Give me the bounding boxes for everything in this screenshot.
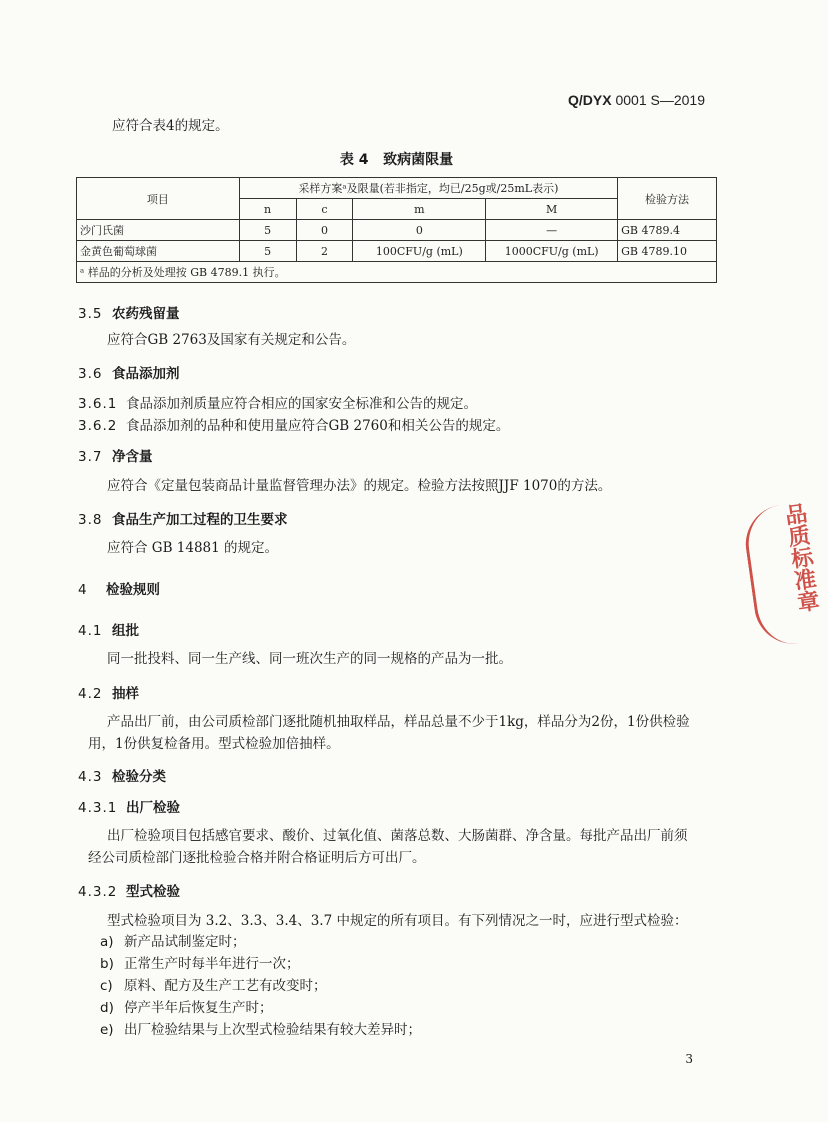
header-m-lower: m — [353, 199, 486, 220]
header-plan: 采样方案ᵃ及限量(若非指定，均已/25g或/25mL表示) — [239, 178, 617, 199]
section-4-2-heading: 4.2 抽样 — [78, 686, 139, 702]
section-3-7-heading: 3.7 净含量 — [78, 449, 153, 465]
table-title: 表 4 致病菌限量 — [339, 152, 454, 168]
table-row: 沙门氏菌 5 0 0 — GB 4789.4 — [77, 220, 717, 241]
header-method: 检验方法 — [618, 178, 717, 220]
section-3-5-heading: 3.5 农药残留量 — [78, 306, 180, 322]
section-4-2-text-line2: 用，1份供复检备用。型式检验加倍抽样。 — [88, 736, 340, 752]
clause-3-6-2: 3.6.2 食品添加剂的品种和使用量应符合GB 2760和相关公告的规定。 — [78, 418, 510, 434]
section-4-3-2-intro: 型式检验项目为 3.2、3.3、3.4、3.7 中规定的所有项目。有下列情况之一时，应进行型式检验： — [107, 913, 688, 929]
section-4-1-text: 同一批投料、同一生产线、同一班次生产的同一规格的产品为一批。 — [107, 651, 512, 667]
header-m-upper: M — [486, 199, 618, 220]
list-item: b) 正常生产时每半年进行一次； — [100, 956, 300, 972]
clause-3-6-1: 3.6.1 食品添加剂质量应符合相应的国家安全标准和公告的规定。 — [78, 396, 477, 412]
list-item: e) 出厂检验结果与上次型式检验结果有较大差异时； — [100, 1022, 421, 1038]
intro-line: 应符合表4的规定。 — [112, 118, 229, 134]
table-row: 金黄色葡萄球菌 5 2 100CFU/g (mL) 1000CFU/g (mL) GB 4789.10 — [77, 241, 717, 262]
header-n: n — [239, 199, 296, 220]
section-4-1-heading: 4.1 组批 — [78, 623, 139, 639]
chapter-4-heading: 4 检验规则 — [78, 582, 160, 598]
section-4-3-1-text-line1: 出厂检验项目包括感官要求、酸价、过氧化值、菌落总数、大肠菌群、净含量。每批产品出厂前须 — [107, 828, 688, 844]
section-3-5-text: 应符合GB 2763及国家有关规定和公告。 — [107, 332, 356, 348]
standard-code: Q/DYX 0001 S—2019 — [568, 92, 705, 108]
section-3-8-text: 应符合 GB 14881 的规定。 — [107, 540, 279, 556]
table-note: ᵃ 样品的分析及处理按 GB 4789.1 执行。 — [77, 262, 717, 283]
section-4-3-heading: 4.3 检验分类 — [78, 769, 166, 785]
page-number: 3 — [685, 1052, 693, 1066]
list-item: d) 停产半年后恢复生产时； — [100, 1000, 273, 1016]
header-c: c — [296, 199, 353, 220]
section-4-3-2-heading: 4.3.2 型式检验 — [78, 884, 180, 900]
section-3-7-text: 应符合《定量包装商品计量监督管理办法》的规定。检验方法按照JJF 1070的方法。 — [107, 478, 612, 494]
header-item: 项目 — [77, 178, 240, 220]
section-4-3-1-heading: 4.3.1 出厂检验 — [78, 800, 180, 816]
list-item: c) 原料、配方及生产工艺有改变时； — [100, 978, 327, 994]
section-4-2-text-line1: 产品出厂前，由公司质检部门逐批随机抽取样品，样品总量不少于1kg，样品分为2份，1份供检验 — [107, 714, 690, 730]
section-4-3-1-text-line2: 经公司质检部门逐批检验合格并附合格证明后方可出厂。 — [88, 850, 426, 866]
pathogen-limit-table — [76, 177, 717, 283]
list-item: a) 新产品试制鉴定时； — [100, 934, 246, 950]
red-seal-stamp: 品质标准章 — [741, 501, 828, 649]
section-3-8-heading: 3.8 食品生产加工过程的卫生要求 — [78, 512, 288, 528]
section-3-6-heading: 3.6 食品添加剂 — [78, 366, 180, 382]
